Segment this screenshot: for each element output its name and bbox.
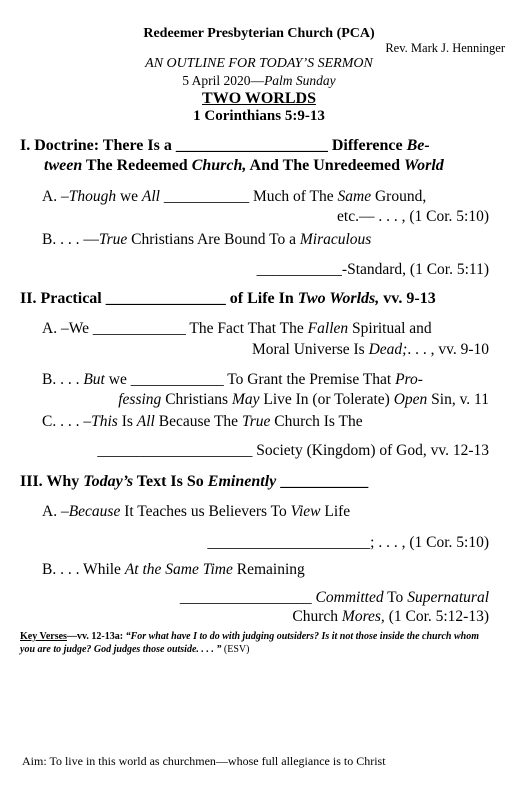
section-3-heading: III. Why Today’s Text Is So Eminently ___________ <box>20 473 369 490</box>
key-verses-ref: —vv. 12-13a: <box>66 631 126 642</box>
section-1-item-b: B. . . . —True Christians Are Bound To a Miraculous <box>42 231 372 248</box>
pastor-name: Rev. Mark J. Henninger <box>385 41 505 55</box>
section-2-item-a: A. –We ____________ The Fact That The Fallen Spiritual and <box>42 320 432 337</box>
section-1-item-a-cont: etc.— . . . , (1 Cor. 5:10) <box>337 208 489 225</box>
section-3-item-b-cont2: Church Mores, (1 Cor. 5:12-13) <box>292 608 489 625</box>
section-1-item-b-cont: ___________-Standard, (1 Cor. 5:11) <box>256 261 489 278</box>
section-3-item-b-cont: _________________ Committed To Supernatural <box>179 589 489 606</box>
section-3-item-b: B. . . . While At the Same Time Remaining <box>42 561 305 578</box>
section-2-heading: II. Practical _______________ of Life In Two Worlds, vv. 9-13 <box>20 290 436 307</box>
section-1-item-a: A. –Though we All ___________ Much of The Same Ground, <box>42 188 427 205</box>
sermon-date: 5 April 2020—Palm Sunday <box>182 73 336 88</box>
section-2-item-a-cont: Moral Universe Is Dead;. . . , vv. 9-10 <box>251 341 489 358</box>
outline-heading: AN OUTLINE FOR TODAY’S SERMON <box>145 56 373 71</box>
scripture-reference: 1 Corinthians 5:9-13 <box>193 108 325 124</box>
section-2-item-b-cont: fessing Christians May Live In (or Tolerate) Open Sin, v. 11 <box>118 391 489 408</box>
section-2-item-c-cont: ____________________ Society (Kingdom) of God, vv. 12-13 <box>97 442 489 459</box>
section-1-heading: I. Doctrine: There Is a ___________________ Difference Be- <box>20 137 430 154</box>
key-verses-quote: “For what have I to do with judging outsiders? Is it not those inside the church whom you are to judge? God judges those outside. . . . ” <box>20 631 479 655</box>
key-verses-version: (ESV) <box>221 643 250 655</box>
section-3-item-a: A. –Because It Teaches us Believers To View Life <box>42 503 351 520</box>
section-2-item-c: C. . . . –This Is All Because The True Church Is The <box>42 413 363 430</box>
sermon-title: TWO WORLDS <box>202 90 316 107</box>
section-3-item-a-cont: _____________________; . . . , (1 Cor. 5:10) <box>207 534 489 551</box>
key-verses-label: Key Verses <box>20 631 67 642</box>
section-1-heading-cont: tween The Redeemed Church, And The Unredeemed World <box>44 157 444 174</box>
section-2-item-b: B. . . . But we ____________ To Grant the Premise That Pro- <box>42 371 423 388</box>
sermon-aim: Aim: To live in this world as churchmen—whose full allegiance is to Christ <box>22 754 386 768</box>
church-name: Redeemer Presbyterian Church (PCA) <box>143 26 375 41</box>
key-verses <box>20 631 492 656</box>
